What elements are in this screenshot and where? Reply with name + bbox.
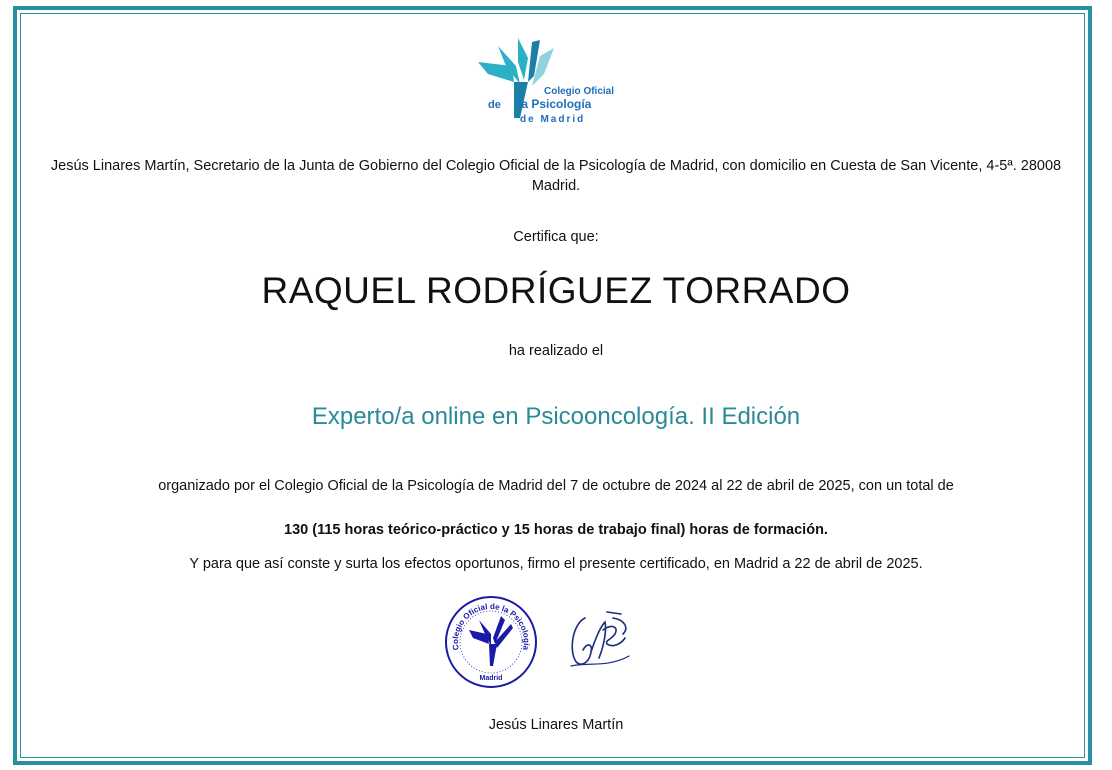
certifies-label: Certifica que:	[513, 229, 599, 245]
completed-label: ha realizado el	[508, 343, 604, 359]
seal-hands-icon	[469, 616, 513, 666]
signer-name: Jesús Linares Martín	[488, 717, 624, 733]
logo-line-1: Colegio Oficial	[544, 86, 615, 97]
closing-paragraph: Y para que así conste y surta los efectos oportunos, firmo el presente certificado, en Madrid a 22 de abril de 2025.	[189, 556, 923, 572]
seal-bottom-text: Madrid	[479, 675, 503, 682]
logo-line-2a: de	[488, 99, 501, 111]
handwritten-signature	[563, 604, 639, 680]
logo-line-2b: la Psicología	[518, 97, 592, 111]
logo-line-3: de Madrid	[520, 114, 586, 125]
colegio-logo	[468, 36, 616, 128]
seal-ring-text: Colegio Oficial de la Psicología	[450, 601, 532, 651]
official-seal	[443, 594, 539, 690]
hours-statement: 130 (115 horas teórico-práctico y 15 horas de trabajo final) horas de formación.	[284, 522, 828, 538]
intro-paragraph: Jesús Linares Martín, Secretario de la Junta de Gobierno del Colegio Oficial de la Psicología de Madrid, con domicilio en Cuesta de San Vicente, 4-5ª. 28008 Madrid.	[50, 158, 1062, 194]
organized-paragraph: organizado por el Colegio Oficial de la Psicología de Madrid del 7 de octubre de 2024 al 22 de abril de 2025, con un total de	[158, 478, 954, 494]
course-title: Experto/a online en Psicooncología. II Edición	[311, 403, 801, 430]
svg-text:Colegio Oficial de la Psicolog	[451, 602, 531, 652]
recipient-name: RAQUEL RODRÍGUEZ TORRADO	[261, 270, 851, 311]
